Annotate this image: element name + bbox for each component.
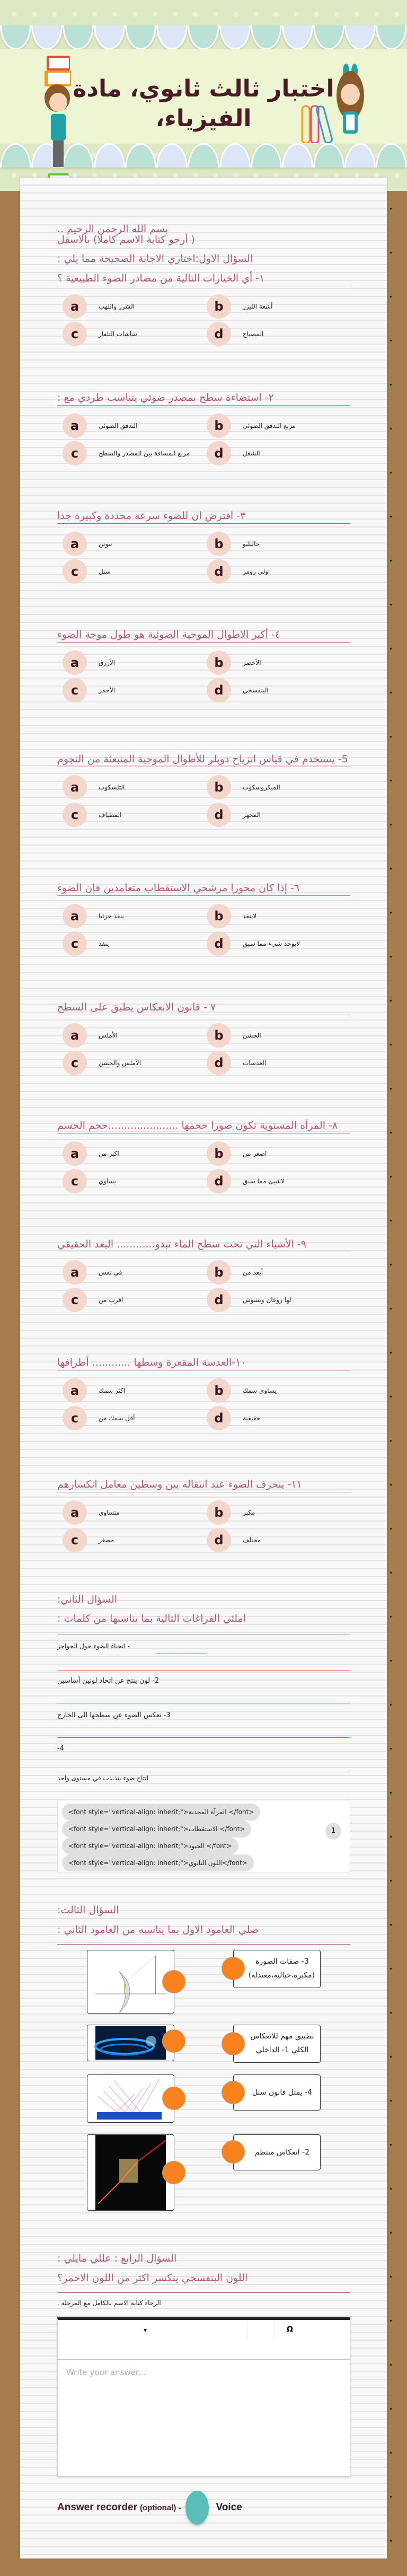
option-b[interactable] xyxy=(207,1141,350,1166)
option-c[interactable] xyxy=(63,1406,207,1430)
option-letter-badge: c xyxy=(63,931,87,956)
match-dot-left-1[interactable] xyxy=(162,1970,185,1993)
question-block xyxy=(57,508,350,584)
question-block xyxy=(57,1355,350,1430)
option-text: مكبر xyxy=(243,1509,255,1516)
question-block xyxy=(57,1000,350,1075)
answer-editor xyxy=(57,2317,350,2477)
option-c[interactable] xyxy=(63,441,207,465)
option-letter-badge: c xyxy=(63,322,87,346)
question-text: ٧ - قانون الانعكاس يطبق على السطح xyxy=(57,1001,216,1013)
match-left-1[interactable] xyxy=(87,1950,174,2014)
options-grid xyxy=(57,904,350,956)
option-letter-badge: a xyxy=(63,294,87,319)
option-a[interactable] xyxy=(63,650,207,675)
option-text: البنفسجي xyxy=(243,687,269,694)
option-text: الميكروسكوب xyxy=(243,784,280,791)
option-letter-badge: d xyxy=(207,1528,231,1552)
option-letter-badge: b xyxy=(207,1023,231,1048)
section2-heading: السؤال الثاني: xyxy=(57,1594,118,1605)
option-letter-badge: d xyxy=(207,931,231,956)
option-c[interactable] xyxy=(63,322,207,346)
option-a[interactable] xyxy=(63,1378,207,1403)
word-chip[interactable]: <font style="vertical-align: inherit;">الحيود </font> xyxy=(62,1838,238,1854)
option-letter-badge: a xyxy=(63,1141,87,1166)
option-text: لايوجد شيء مما سبق xyxy=(243,940,300,947)
option-b[interactable] xyxy=(207,1500,350,1525)
question-block xyxy=(57,752,350,827)
option-text: ينفذ جزئيا xyxy=(99,912,124,920)
option-letter-badge: d xyxy=(207,559,231,584)
options-grid xyxy=(57,1260,350,1312)
option-a[interactable] xyxy=(63,1500,207,1525)
match-left-3[interactable] xyxy=(87,2074,174,2123)
option-text: المصباح xyxy=(243,330,264,338)
option-text: مربع التدفق الضوئي xyxy=(243,422,296,429)
option-b[interactable] xyxy=(207,904,350,928)
option-b[interactable] xyxy=(207,1023,350,1048)
option-text: لها زوغان وتشوش xyxy=(243,1296,291,1304)
name-note: الرجاء كتابة الاسم بالكامل مع المرحلة . xyxy=(57,2299,161,2307)
option-text: الأزرق xyxy=(99,659,116,666)
option-text: مختلف xyxy=(243,1536,261,1544)
option-d[interactable] xyxy=(207,803,350,827)
option-text: المطياف xyxy=(99,811,122,819)
option-text: مربع المسافة بين المصدر والسطح xyxy=(99,450,190,457)
option-letter-badge: d xyxy=(207,678,231,702)
option-d[interactable] xyxy=(207,931,350,956)
option-c[interactable] xyxy=(63,1051,207,1075)
page-title: اختبار ثالث ثانوي، مادة الفيزياء، xyxy=(73,75,334,132)
option-d[interactable] xyxy=(207,322,350,346)
fill-item-3: 3- تعكس الضوء عن سطحها الى الخارج xyxy=(57,1711,171,1719)
option-text: أبعد من xyxy=(243,1269,263,1276)
match-text: 2- انعكاس منتظم xyxy=(254,2148,310,2157)
match-left-4[interactable] xyxy=(87,2134,174,2211)
option-text: أقل سمك من xyxy=(99,1414,135,1422)
option-d[interactable] xyxy=(207,1528,350,1552)
match-left-2[interactable] xyxy=(87,2025,174,2061)
question-block xyxy=(57,1477,350,1552)
word-chip[interactable]: <font style="vertical-align: inherit;">الاستقطاب </font> xyxy=(62,1821,251,1838)
fill-item-1: - انحناء الضوء حول الحواجز xyxy=(57,1642,130,1650)
option-text: جاليليو xyxy=(243,540,260,548)
header-banner xyxy=(0,0,407,191)
option-a[interactable] xyxy=(63,1260,207,1285)
option-text: يساوي xyxy=(99,1177,116,1185)
options-grid xyxy=(57,1141,350,1193)
match-dot-left-4[interactable] xyxy=(162,2161,185,2184)
toolbar-separator xyxy=(247,2320,248,2340)
option-text: الشغل xyxy=(243,450,260,457)
option-text: شاشات التلفاز xyxy=(99,330,137,338)
scallop-border-top xyxy=(0,25,407,50)
option-letter-badge: c xyxy=(63,559,87,584)
divider xyxy=(57,1944,350,1945)
option-c[interactable] xyxy=(63,1288,207,1312)
regular-reflection-diagram xyxy=(87,2075,174,2122)
voice-record-button[interactable] xyxy=(185,2491,209,2525)
question-block xyxy=(57,1118,350,1193)
option-d[interactable] xyxy=(207,1288,350,1312)
section3-instruction: صلي العامود الاول بما يناسبه من العامود الثاني : xyxy=(57,1924,259,1936)
option-b[interactable] xyxy=(207,1260,350,1285)
answer-textarea[interactable] xyxy=(58,2360,350,2476)
option-text: التلسكوب xyxy=(99,784,125,791)
fill-item-5: انتاج ضوء يتذبذب في مستوى واحد xyxy=(57,1774,148,1782)
option-c[interactable] xyxy=(63,1528,207,1552)
option-letter-badge: c xyxy=(63,441,87,465)
option-text: متساوي xyxy=(99,1509,120,1516)
option-text: لاشيئ مما سبق xyxy=(243,1177,285,1185)
intro-name-request: ( أرجو كتابة الاسم كاملا) بالاسفل xyxy=(57,234,195,245)
toolbar-separator xyxy=(274,2320,275,2340)
option-letter-badge: a xyxy=(63,775,87,799)
option-letter-badge: a xyxy=(63,1260,87,1285)
option-letter-badge: b xyxy=(207,775,231,799)
option-letter-badge: b xyxy=(207,294,231,319)
option-a[interactable] xyxy=(63,1141,207,1166)
option-a[interactable] xyxy=(63,775,207,799)
match-right-4[interactable] xyxy=(233,2134,321,2170)
option-letter-badge: c xyxy=(63,1528,87,1552)
section2-instruction: املئي الفراغات التالية بما يناسبها من كلمات : xyxy=(57,1613,246,1624)
editor-toolbar xyxy=(58,2320,350,2360)
count-badge: 1 xyxy=(325,1823,341,1840)
divider xyxy=(57,2292,350,2293)
option-letter-badge: b xyxy=(207,1141,231,1166)
answer-line-3[interactable] xyxy=(57,1737,350,1738)
options-grid xyxy=(57,1500,350,1552)
options-grid xyxy=(57,532,350,584)
option-c[interactable] xyxy=(63,678,207,702)
option-text: الشرر واللهب xyxy=(99,303,135,310)
option-d[interactable] xyxy=(207,1169,350,1193)
voice-label[interactable]: Voice xyxy=(216,2502,242,2513)
option-text: الأحمر xyxy=(99,687,116,694)
option-text: العدسات xyxy=(243,1059,267,1067)
option-letter-badge: d xyxy=(207,1406,231,1430)
divider xyxy=(57,523,350,524)
option-letter-badge: b xyxy=(207,532,231,556)
option-letter-badge: d xyxy=(207,1288,231,1312)
match-dot-right-1[interactable] xyxy=(222,1957,245,1980)
answer-recorder xyxy=(57,2491,242,2525)
question-text: ٣- افترض ان للضوء سرعة محددة وكبيرة جدا xyxy=(57,510,246,522)
question-block xyxy=(57,1237,350,1312)
option-letter-badge: c xyxy=(63,803,87,827)
option-text: اقرب من xyxy=(99,1296,123,1304)
fiber-optics-image xyxy=(87,2025,174,2061)
divider xyxy=(57,405,350,406)
match-dot-right-4[interactable] xyxy=(222,2140,245,2164)
option-a[interactable] xyxy=(63,904,207,928)
match-text: 4- يمثل قانون سنل xyxy=(252,2088,313,2097)
option-c[interactable] xyxy=(63,559,207,584)
option-text: اولي رومر xyxy=(243,568,270,575)
option-letter-badge: a xyxy=(63,414,87,438)
section4-question: اللون البنفسجي ينكسر اكثر من اللون الاحمر؟ xyxy=(57,2272,248,2284)
option-letter-badge: c xyxy=(63,1406,87,1430)
question-text: ١- أي الخيارات التالية من مصادر الضوء الطبيعية ؟ xyxy=(57,272,265,284)
option-text: حقيقية xyxy=(243,1414,261,1422)
question-text: ١١- ينحرف الضوء عند انتقاله بين وسطين معامل انكسارهم xyxy=(57,1479,302,1490)
option-d[interactable] xyxy=(207,1051,350,1075)
option-text: التدفق الضوئي xyxy=(99,422,138,429)
section1-heading: السؤال الاول:اختاري الاجابة الصحيحة مما يلي : xyxy=(57,253,253,265)
option-letter-badge: a xyxy=(63,650,87,675)
option-b[interactable] xyxy=(207,1378,350,1403)
option-letter-badge: a xyxy=(63,532,87,556)
option-letter-badge: a xyxy=(63,1378,87,1403)
match-text: 3- صفات الصورة (مكبرة،خيالية،معتدلة) xyxy=(248,1957,315,1980)
match-right-1[interactable] xyxy=(233,1950,321,1988)
option-text: الأخضر xyxy=(243,659,261,666)
fill-item-4: -4 xyxy=(57,1745,64,1753)
option-letter-badge: d xyxy=(207,1169,231,1193)
recorder-label: Answer recorder xyxy=(57,2502,138,2513)
option-text: سنل xyxy=(99,568,111,575)
option-text: مصغر xyxy=(99,1536,114,1544)
option-a[interactable] xyxy=(63,1023,207,1048)
question-block xyxy=(57,390,350,465)
option-text: لاينفذ xyxy=(243,912,257,920)
divider xyxy=(57,895,350,896)
option-b[interactable] xyxy=(207,414,350,438)
option-letter-badge: c xyxy=(63,1051,87,1075)
option-b[interactable] xyxy=(207,294,350,319)
option-letter-badge: d xyxy=(207,322,231,346)
word-bank xyxy=(57,1800,350,1873)
options-grid xyxy=(57,650,350,702)
match-text: تطبيق مهم للانعكاس الكلي 1- الداخلي xyxy=(250,2032,314,2054)
option-c[interactable] xyxy=(63,1169,207,1193)
match-right-3[interactable] xyxy=(233,2074,321,2111)
option-text: نيوتن xyxy=(99,540,112,548)
option-letter-badge: c xyxy=(63,1288,87,1312)
option-letter-badge: b xyxy=(207,1260,231,1285)
options-grid xyxy=(57,1023,350,1075)
options-grid xyxy=(57,414,350,465)
option-letter-badge: b xyxy=(207,1378,231,1403)
option-text: اكثر سمك xyxy=(99,1387,126,1394)
question-block xyxy=(57,881,350,956)
question-text: ٤- أكبر الاطوال الموجية الضوئية هو طول موجة الضوء xyxy=(57,629,280,640)
question-text: 5- يستخدم في قياس انزياح دوبلر للأطوال الموجية المنبعثة من النجوم xyxy=(57,753,348,765)
fill-item-2: 2- لون ينتج عن اتحاد لونين أساسين xyxy=(57,1677,160,1685)
option-text: ينفذ xyxy=(99,940,109,947)
option-letter-badge: d xyxy=(207,803,231,827)
match-right-2[interactable] xyxy=(233,2025,321,2063)
options-grid xyxy=(57,775,350,827)
question-text: ٨- المرآه المستوية تكون صورا حجمها ......................حجم الجسم xyxy=(57,1120,338,1131)
word-chip[interactable]: <font style="vertical-align: inherit;">اللون الثانوي</font> xyxy=(62,1854,254,1871)
option-d[interactable] xyxy=(207,441,350,465)
concave-mirror-diagram xyxy=(87,1950,174,2013)
option-text: اكبر من xyxy=(99,1150,119,1157)
match-dot-left-2[interactable] xyxy=(162,2029,185,2053)
question-text: ٩- الأشياء التي تحت سطح الماء تبدو............ البعد الحقيقي xyxy=(57,1238,306,1250)
option-letter-badge: b xyxy=(207,650,231,675)
option-letter-badge: a xyxy=(63,1500,87,1525)
option-b[interactable] xyxy=(207,775,350,799)
match-dot-right-3[interactable] xyxy=(222,2081,245,2104)
option-d[interactable] xyxy=(207,678,350,702)
option-a[interactable] xyxy=(63,532,207,556)
question-text: ٦- إذا كان محورا مرشحي الاستقطاب متعامدين فإن الضوء xyxy=(57,882,300,894)
options-grid xyxy=(57,1378,350,1430)
option-a[interactable] xyxy=(63,414,207,438)
option-letter-badge: b xyxy=(207,904,231,928)
option-b[interactable] xyxy=(207,532,350,556)
option-c[interactable] xyxy=(63,931,207,956)
option-b[interactable] xyxy=(207,650,350,675)
option-text: الأملس والخشن xyxy=(99,1059,141,1067)
option-letter-badge: c xyxy=(63,678,87,702)
option-text: يساوي سمك xyxy=(243,1387,277,1394)
option-text: في نفس xyxy=(99,1269,122,1276)
laser-refraction-image xyxy=(87,2135,174,2210)
recorder-optional: (optional) - xyxy=(140,2503,181,2512)
answer-line-1[interactable] xyxy=(57,1670,350,1671)
option-text: المجهر xyxy=(243,811,261,819)
option-a[interactable] xyxy=(63,294,207,319)
question-text: ١٠-العدسة المقعرة وسطها ............ أطرافها xyxy=(57,1357,246,1368)
option-text: الأملس xyxy=(99,1032,118,1039)
option-letter-badge: a xyxy=(63,1023,87,1048)
option-letter-badge: c xyxy=(63,1169,87,1193)
question-block xyxy=(57,271,350,346)
option-d[interactable] xyxy=(207,1406,350,1430)
question-block xyxy=(57,627,350,702)
option-text: اصغر من xyxy=(243,1150,267,1157)
option-letter-badge: d xyxy=(207,1051,231,1075)
intro-basmala: بسم الله الرحمن الرحيم .. xyxy=(57,223,169,235)
special-character-icon[interactable]: Ω xyxy=(287,2325,293,2334)
divider xyxy=(57,642,350,643)
option-letter-badge: b xyxy=(207,414,231,438)
section3-heading: السؤال الثالث: xyxy=(57,1904,119,1916)
option-c[interactable] xyxy=(63,803,207,827)
question-text: ٢- استضاءة سطح بمصدر ضوئي يتناسب طردي مع : xyxy=(57,392,274,403)
option-letter-badge: a xyxy=(63,904,87,928)
word-chip[interactable]: <font style="vertical-align: inherit;">المرآة المحدبة </font> xyxy=(62,1804,260,1821)
section4-heading: السؤال الرابع : عللي مايلي : xyxy=(57,2253,177,2264)
option-letter-badge: b xyxy=(207,1500,231,1525)
option-text: أشعة الليزر xyxy=(243,303,273,310)
option-letter-badge: d xyxy=(207,441,231,465)
options-grid xyxy=(57,294,350,346)
option-text: الخشن xyxy=(243,1032,261,1039)
match-dot-left-3[interactable] xyxy=(162,2087,185,2110)
format-dropdown-arrow-icon[interactable]: ▾ xyxy=(144,2326,147,2334)
match-dot-right-2[interactable] xyxy=(222,2032,245,2055)
option-d[interactable] xyxy=(207,559,350,584)
